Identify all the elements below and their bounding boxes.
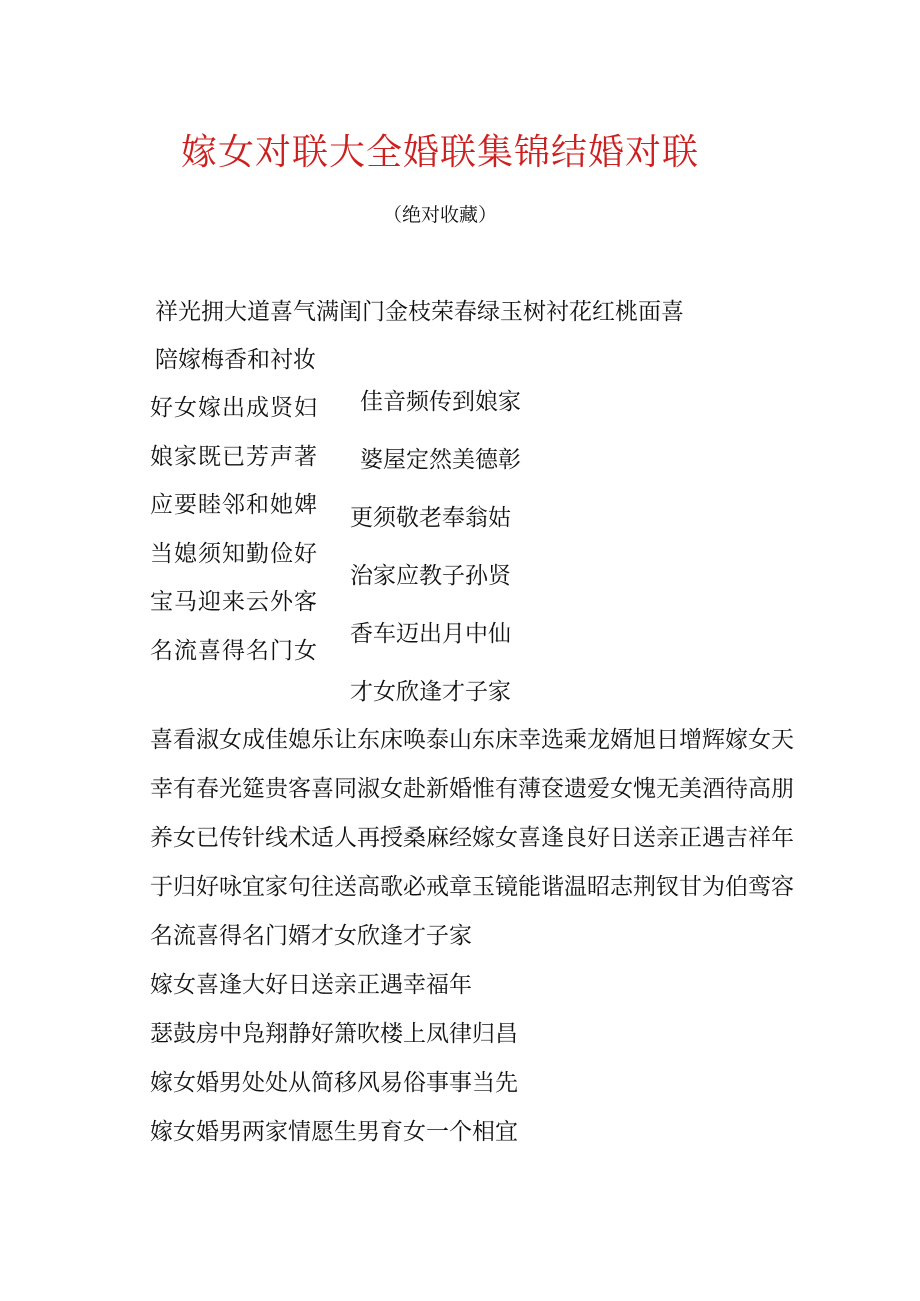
document-title: 嫁女对联大全婚联集锦结婚对联 <box>180 132 699 173</box>
body-line: 瑟鼓房中凫翔静好箫吹楼上凤律归昌 <box>150 1021 518 1047</box>
couplet-right-line: 才女欣逢才子家 <box>350 679 511 705</box>
body-line: 幸有春光筵贵客喜同淑女赴新婚惟有薄奁遗爱女愧无美酒待高朋 <box>150 776 794 802</box>
couplet-left-line: 好女嫁出成贤妇 <box>150 395 318 421</box>
document-subtitle: （绝对收藏） <box>382 204 497 226</box>
couplet-left-line: 娘家既已芳声著 <box>150 443 318 470</box>
couplet-right-line: 佳音频传到娘家 <box>360 389 521 415</box>
body-line: 于归好咏宜家句往送高歌必戒章玉镜能谐温昭志荆钗甘为伯鸾容 <box>150 874 794 900</box>
body-line: 名流喜得名门婿才女欣逢才子家 <box>150 923 472 949</box>
couplet-right-line: 香车迈出月中仙 <box>350 621 511 647</box>
body-line: 养女已传针线术适人再授桑麻经嫁女喜逢良好日送亲正遇吉祥年 <box>150 825 794 851</box>
intro-line: 陪嫁梅香和衬妆 <box>155 347 316 373</box>
couplet-left-line: 应要睦邻和她婢 <box>150 492 318 518</box>
couplet-right-line: 更须敬老奉翁姑 <box>350 505 511 531</box>
body-line: 喜看淑女成佳媳乐让东床唤泰山东床幸选乘龙婿旭日增辉嫁女天 <box>150 727 794 753</box>
body-line: 嫁女喜逢大好日送亲正遇幸福年 <box>150 972 472 998</box>
couplet-left-line: 当媳须知勤俭好 <box>150 540 318 567</box>
couplet-right-line: 治家应教子孙贤 <box>350 563 511 589</box>
couplet-left-line: 宝马迎来云外客 <box>150 589 318 615</box>
body-line: 嫁女婚男处处从简移风易俗事事当先 <box>150 1070 518 1096</box>
intro-line: 祥光拥大道喜气满闺门金枝荣春绿玉树衬花红桃面喜 <box>155 299 684 325</box>
couplet-right-line: 婆屋定然美德彰 <box>360 447 521 473</box>
body-line: 嫁女婚男两家情愿生男育女一个相宜 <box>150 1119 518 1145</box>
body-text <box>150 724 870 1165</box>
couplet-left-line: 名流喜得名门女 <box>150 637 318 664</box>
couplet-column-left <box>150 392 350 683</box>
